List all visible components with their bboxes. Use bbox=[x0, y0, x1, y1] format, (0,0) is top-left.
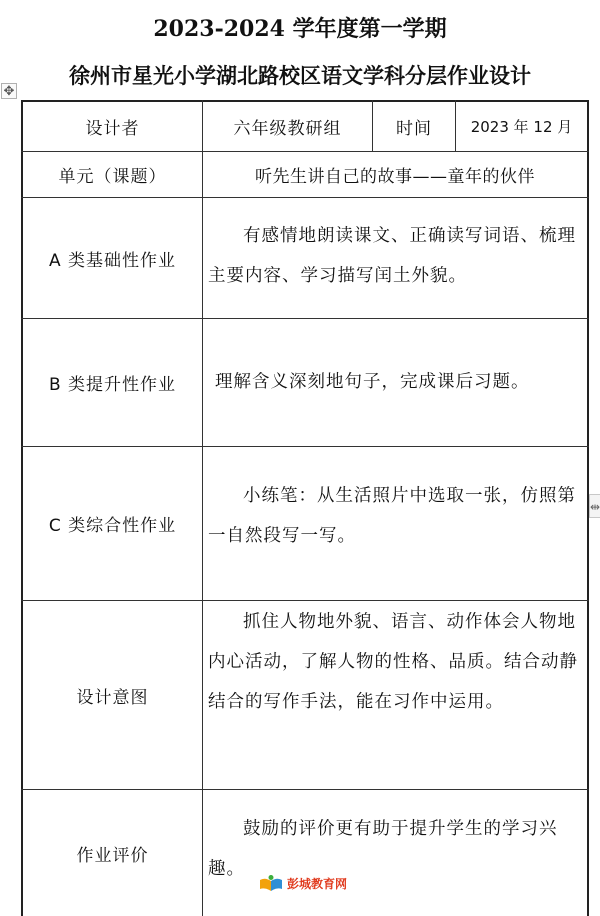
row-intent-text: 抓住人物地外貌、语言、动作体会人物地内心活动，了解人物的性格、品质。结合动静结合的写作手法，能在习作中运用。 bbox=[208, 612, 578, 712]
table-rule bbox=[202, 100, 203, 916]
row-b-text: 理解含义深刻地句子，完成课后习题。 bbox=[215, 372, 530, 392]
document-title-line2: 徐州市星光小学湖北路校区语文学科分层作业设计 bbox=[69, 63, 531, 88]
row-a-text: 有感情地朗读课文、正确读写词语、梳理主要内容、学习描写闰土外貌。 bbox=[208, 226, 576, 286]
row-a-label: A 类基础性作业 bbox=[48, 250, 177, 271]
row-c-label: C 类综合性作业 bbox=[48, 516, 177, 536]
book-logo-icon bbox=[258, 874, 284, 892]
document-title-line1: 2023-2024 学年度第一学期 bbox=[153, 16, 447, 42]
time-value: 2023 年 12 月 bbox=[470, 118, 573, 136]
row-b-content bbox=[215, 362, 587, 402]
table-move-handle-icon[interactable]: ✥ bbox=[1, 83, 17, 99]
row-intent-content bbox=[208, 602, 580, 722]
designer-value: 六年级教研组 bbox=[233, 119, 342, 139]
row-c-text: 小练笔：从生活照片中选取一张，仿照第一自然段写一写。 bbox=[208, 486, 576, 546]
site-watermark bbox=[258, 872, 347, 894]
row-b-label: B 类提升性作业 bbox=[48, 375, 177, 395]
column-resize-icon[interactable]: ⇹ bbox=[589, 494, 600, 518]
row-intent-label: 设计意图 bbox=[76, 687, 149, 708]
unit-label: 单元（课题） bbox=[58, 167, 167, 187]
row-eval-text: 鼓励的评价更有助于提升学生的学习兴趣。 bbox=[208, 819, 558, 879]
time-label: 时间 bbox=[396, 119, 432, 139]
designer-label: 设计者 bbox=[85, 119, 140, 139]
unit-value: 听先生讲自己的故事——童年的伙伴 bbox=[255, 167, 535, 187]
row-a-content bbox=[208, 216, 580, 296]
row-c-content bbox=[208, 476, 580, 556]
watermark-text: 彭城教育网 bbox=[287, 876, 348, 891]
row-eval-label: 作业评价 bbox=[76, 845, 149, 866]
